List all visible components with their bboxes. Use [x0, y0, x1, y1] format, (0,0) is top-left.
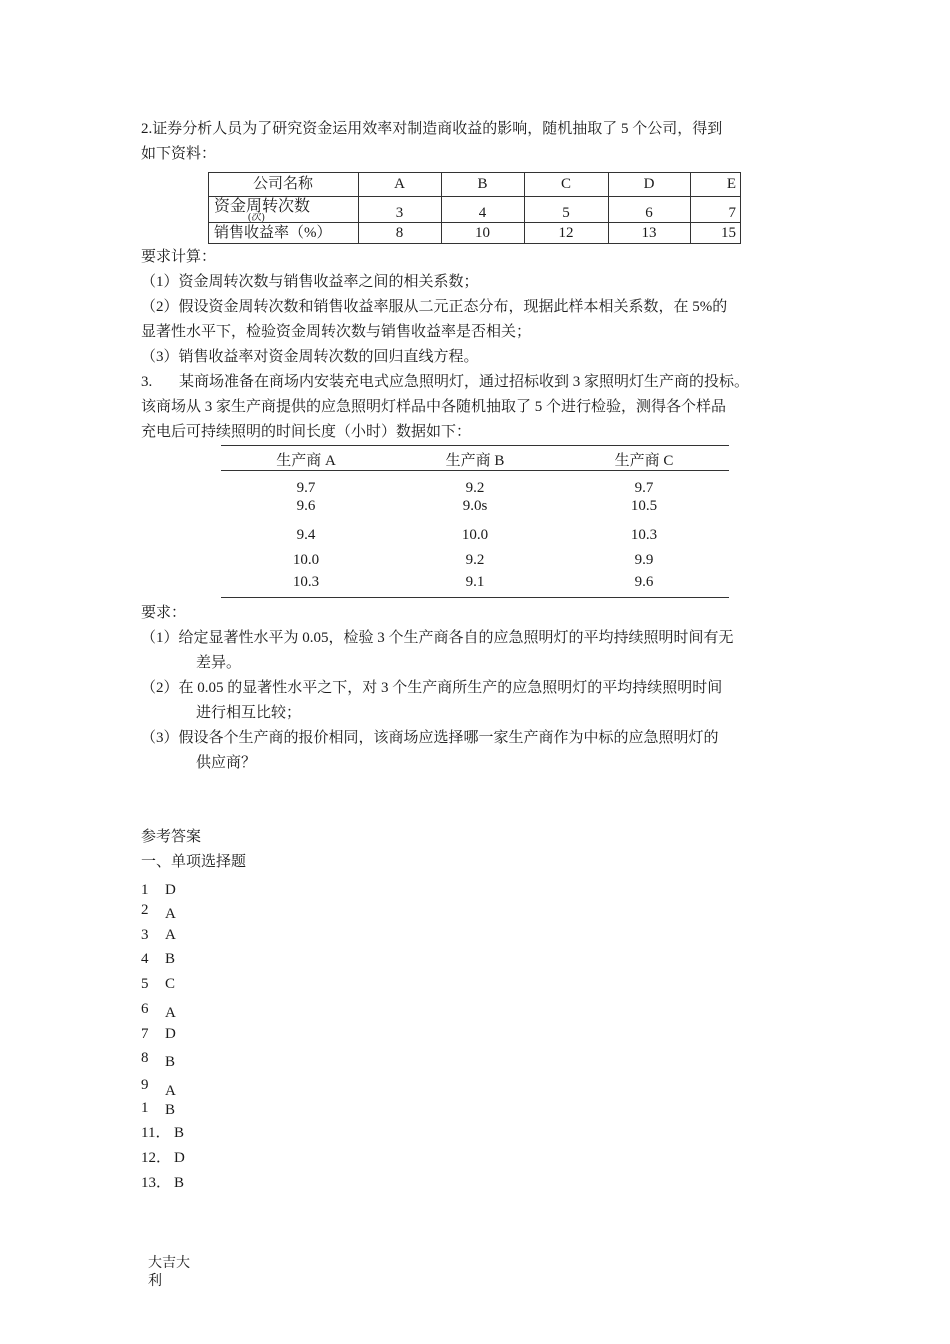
- footer-line2: 利: [148, 1274, 162, 1289]
- q2-intro-line1: 2.证券分析人员为了研究资金运用效率对制造商收益的影响，随机抽取了 5 个公司，得到: [141, 121, 723, 137]
- table-cell: 10.3: [630, 527, 658, 543]
- table-cell: 9.7: [296, 480, 316, 496]
- table-cell: 9.6: [634, 574, 654, 590]
- answer-item: [141, 880, 176, 900]
- turnover-label-cont: (次): [248, 213, 265, 222]
- answer-letter: B: [174, 1125, 185, 1141]
- q2-req3: （3）销售收益率对资金周转次数的回归直线方程。: [141, 349, 479, 365]
- table-rule: [208, 243, 741, 244]
- company-data-table: [208, 172, 741, 244]
- answer-num: 13．: [141, 1175, 172, 1191]
- answer-item: [141, 900, 176, 922]
- footer-line1: 大吉大: [148, 1256, 190, 1271]
- q3-req2-line2: 进行相互比较；: [196, 705, 302, 721]
- company-c: C: [560, 176, 571, 192]
- table-cell: 9.1: [465, 574, 485, 590]
- answer-item: [141, 1048, 176, 1070]
- answer-num: 8: [141, 1050, 149, 1066]
- company-b: B: [477, 176, 488, 192]
- answer-letter: B: [165, 1054, 176, 1070]
- table-cell: 10.0: [292, 552, 320, 568]
- answer-item: [141, 1098, 176, 1118]
- answer-letter: B: [165, 951, 176, 967]
- answer-num: 3: [141, 927, 149, 943]
- q2-req2-line1: （2）假设资金周转次数和销售收益率服从二元正态分布，现据此样本相关系数，在 5%的: [141, 299, 728, 315]
- q3-req2-line1: （2）在 0.05 的显著性水平之下，对 3 个生产商所生产的应急照明灯的平均持续照明时间: [141, 680, 723, 696]
- turnover-a: 3: [395, 205, 404, 221]
- header-producer-a: 生产商 A: [276, 453, 336, 469]
- q2-req2-line2: 显著性水平下，检验资金周转次数与销售收益率是否相关；: [141, 324, 532, 340]
- q3-req-title: 要求：: [141, 605, 187, 621]
- answer-num: 6: [141, 1001, 149, 1017]
- turnover-c: 5: [562, 205, 570, 221]
- profit-a: 8: [395, 225, 404, 241]
- q3-intro-line1: 某商场准备在商场内安装充电式应急照明灯，通过招标收到 3 家照明灯生产商的投标。: [179, 374, 750, 390]
- answer-item: [141, 925, 176, 945]
- table-cell: 9.9: [634, 552, 654, 568]
- turnover-label: 资金周转次数: [214, 198, 311, 215]
- q2-req1: （1）资金周转次数与销售收益率之间的相关系数；: [141, 274, 479, 290]
- q2-intro-line2: 如下资料：: [141, 146, 217, 162]
- header-producer-c: 生产商 C: [614, 453, 674, 469]
- answer-num: 7: [141, 1026, 149, 1042]
- table-cell: 9.7: [634, 480, 654, 496]
- company-d: D: [643, 176, 655, 192]
- answer-num: 1: [141, 1100, 149, 1116]
- answer-letter: B: [165, 1102, 176, 1118]
- answer-letter: D: [165, 882, 176, 898]
- company-e: E: [726, 176, 736, 192]
- q3-intro-line3: 充电后可持续照明的时间长度（小时）数据如下：: [141, 424, 472, 440]
- lamp-data-table: [221, 445, 729, 600]
- header-producer-b: 生产商 B: [445, 453, 505, 469]
- answer-num: 9: [141, 1077, 149, 1093]
- table-rule: [740, 172, 741, 244]
- answer-item: [141, 1075, 176, 1099]
- turnover-e: 7: [728, 205, 736, 221]
- answer-item: [141, 999, 176, 1021]
- table-header-label: 公司名称: [252, 176, 313, 192]
- profit-e: 15: [721, 225, 736, 241]
- answer-letter: A: [165, 1005, 176, 1021]
- answer-num: 2: [141, 902, 149, 918]
- answer-item: [141, 974, 176, 994]
- turnover-b: 4: [478, 205, 487, 221]
- table-rule: [221, 445, 729, 446]
- answers-title: 参考答案: [141, 829, 202, 845]
- q3-req1-line1: （1）给定显著性水平为 0.05，检验 3 个生产商各自的应急照明灯的平均持续照明时间有无: [141, 630, 734, 646]
- answer-item: [141, 1123, 185, 1143]
- table-cell: 9.0s: [462, 498, 488, 514]
- profit-b: 10: [475, 225, 490, 241]
- answer-letter: C: [165, 976, 176, 992]
- profit-d: 13: [641, 225, 657, 241]
- answer-item: [141, 1024, 176, 1044]
- company-a: A: [394, 176, 405, 192]
- answer-num: 12．: [141, 1150, 172, 1166]
- q3-number: 3.: [141, 374, 153, 390]
- q3-intro-line2: 该商场从 3 家生产商提供的应急照明灯样品中各随机抽取了 5 个进行检验，测得各个样品: [141, 399, 727, 415]
- profit-c: 12: [558, 225, 574, 241]
- table-rule: [208, 172, 741, 173]
- answer-num: 4: [141, 951, 149, 967]
- answer-letter: D: [165, 1026, 176, 1042]
- answer-letter: D: [174, 1150, 185, 1166]
- table-cell: 9.6: [296, 498, 316, 514]
- q2-req-title: 要求计算：: [141, 249, 217, 265]
- table-cell: 9.2: [465, 552, 485, 568]
- table-cell: 10.0: [461, 527, 489, 543]
- table-cell: 10.5: [630, 498, 658, 514]
- turnover-d: 6: [645, 205, 653, 221]
- answer-letter: A: [165, 1083, 176, 1099]
- q3-req3-line1: （3）假设各个生产商的报价相同，该商场应选择哪一家生产商作为中标的应急照明灯的: [141, 730, 719, 746]
- answer-letter: B: [174, 1175, 185, 1191]
- answer-letter: A: [165, 906, 176, 922]
- answer-num: 1: [141, 882, 149, 898]
- table-cell: 9.4: [296, 527, 316, 543]
- answers-section: 一、单项选择题: [141, 854, 247, 870]
- profit-label: 销售收益率（%）: [214, 225, 332, 241]
- table-rule: [221, 597, 729, 598]
- table-cell: 10.3: [292, 574, 320, 590]
- answer-item: [141, 1173, 185, 1193]
- answer-item: [141, 949, 176, 969]
- answer-letter: A: [165, 927, 176, 943]
- answer-num: 5: [141, 976, 149, 992]
- q3-req3-line2: 供应商？: [196, 755, 257, 771]
- q3-req1-line2: 差异。: [196, 655, 242, 671]
- answer-num: 11．: [141, 1125, 171, 1141]
- answer-item: [141, 1148, 185, 1168]
- table-cell: 9.2: [465, 480, 485, 496]
